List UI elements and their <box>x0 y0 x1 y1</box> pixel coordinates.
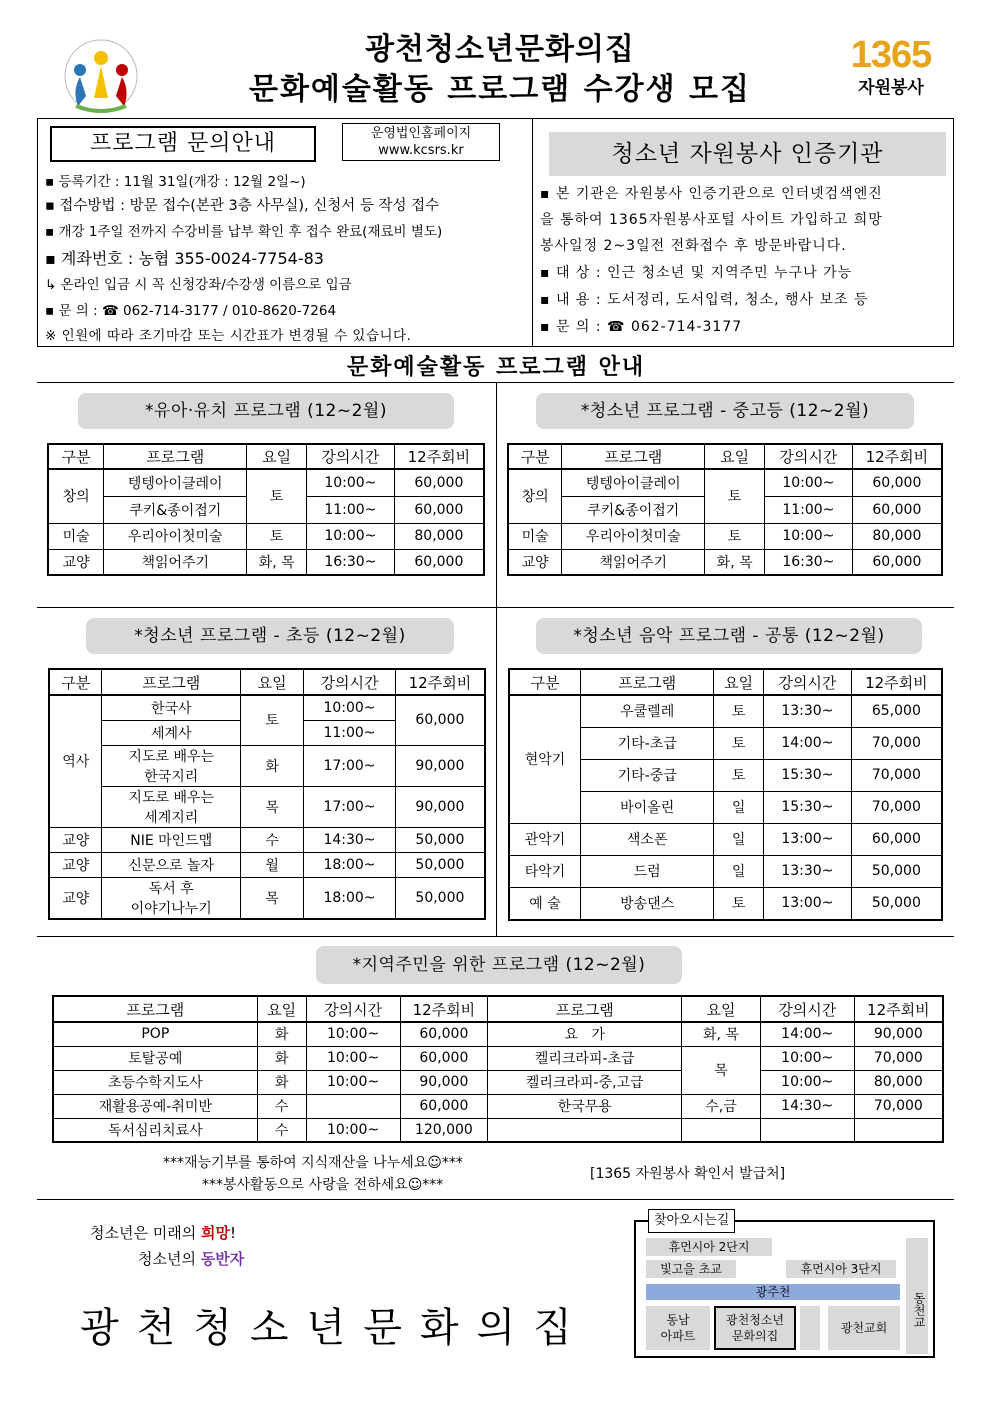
certification-title: 청소년 자원봉사 인증기관 <box>549 132 946 176</box>
program-cell: 텡텡아이클레이 <box>104 469 247 496</box>
kids-program-title: *유아·유치 프로그램 (12~2월) <box>78 393 454 429</box>
time-cell <box>306 1094 400 1118</box>
col-program: 프로그램 <box>562 444 705 469</box>
fee-cell: 60,000 <box>852 549 942 575</box>
info-divider <box>532 118 533 347</box>
day-cell: 목 <box>241 786 304 827</box>
program-cell: 우리아이첫미술 <box>104 523 247 549</box>
fee-cell: 60,000 <box>394 496 484 523</box>
slogan-text: ! <box>229 1224 236 1242</box>
fee-cell: 50,000 <box>395 827 485 852</box>
col-program: 프로그램 <box>104 444 247 469</box>
community-program-table <box>52 995 944 1143</box>
col-time: 강의시간 <box>306 996 400 1022</box>
col-fee: 12주회비 <box>854 996 943 1022</box>
table-row <box>48 549 484 575</box>
info-contact: ▪ 문 의 : ☎ 062-714-3177 / 010-8620-7264 <box>45 303 337 319</box>
time-cell: 18:00~ <box>304 877 396 919</box>
day-cell: 토 <box>247 469 307 523</box>
fee-cell: 80,000 <box>854 1070 943 1094</box>
table-row <box>48 523 484 549</box>
cert-line-1: ▪ 본 기관은 자원봉사 인증기관으로 인터넷검색엔진 <box>540 186 883 202</box>
homepage-url[interactable]: www.kcsrs.kr <box>378 143 464 158</box>
col-day: 요일 <box>257 996 306 1022</box>
program-cell: 초등수학지도사 <box>53 1070 257 1094</box>
col-program: 프로그램 <box>53 996 257 1022</box>
category-cell: 교양 <box>508 549 562 575</box>
day-cell: 수,금 <box>682 1094 761 1118</box>
col-day: 요일 <box>241 669 304 695</box>
col-time: 강의시간 <box>765 444 853 469</box>
program-cell: 기타-초급 <box>581 727 714 759</box>
time-cell: 13:00~ <box>764 823 852 855</box>
category-cell: 타악기 <box>509 855 581 887</box>
fee-cell: 80,000 <box>394 523 484 549</box>
fee-cell: 50,000 <box>395 852 485 877</box>
info-account: ▪ 계좌번호 : 농협 355-0024-7754-83 <box>45 249 324 268</box>
col-program: 프로그램 <box>488 996 682 1022</box>
fee-cell: 120,000 <box>400 1118 488 1142</box>
time-cell: 11:00~ <box>765 496 853 523</box>
day-cell: 목 <box>682 1046 761 1094</box>
map-humansia-2: 휴먼시아 2단지 <box>646 1238 772 1256</box>
table-row <box>509 695 942 727</box>
program-cell: 신문으로 놀자 <box>102 852 241 877</box>
program-line: 한국지리 <box>144 768 199 785</box>
day-cell: 토 <box>705 469 765 523</box>
slogan-hope <box>90 1222 236 1243</box>
kids-program-table <box>47 443 485 576</box>
day-cell: 화 <box>257 1070 306 1094</box>
day-cell: 화, 목 <box>247 549 307 575</box>
cert-line-3: 봉사일정 2~3일전 전화접수 후 방문바랍니다. <box>540 238 847 254</box>
fee-cell: 90,000 <box>395 745 485 786</box>
col-fee: 12주회비 <box>851 669 942 695</box>
middle-program-table <box>507 443 943 576</box>
cert-contact: ▪ 문 의 : ☎ 062-714-3177 <box>540 319 743 335</box>
program-cell: 독서심리치료사 <box>53 1118 257 1142</box>
program-cell: 세계사 <box>102 720 241 745</box>
cert-line-2: 을 통하여 1365자원봉사포털 사이트 가입하고 희망 <box>540 212 883 228</box>
day-cell <box>682 1118 761 1142</box>
time-cell: 18:00~ <box>304 852 396 877</box>
fee-cell: 50,000 <box>851 887 942 920</box>
time-cell: 14:30~ <box>304 827 396 852</box>
divider <box>496 382 497 936</box>
col-day: 요일 <box>682 996 761 1022</box>
slogan-highlight: 동반자 <box>200 1250 245 1268</box>
fee-cell: 65,000 <box>851 695 942 727</box>
col-fee: 12주회비 <box>852 444 942 469</box>
time-cell: 17:00~ <box>304 786 396 827</box>
fee-cell: 70,000 <box>854 1094 943 1118</box>
category-cell: 창의 <box>508 469 562 523</box>
time-cell: 15:30~ <box>764 791 852 823</box>
fee-cell: 50,000 <box>395 877 485 919</box>
col-day: 요일 <box>714 669 764 695</box>
time-cell <box>760 1118 854 1142</box>
program-cell <box>102 786 241 827</box>
program-cell: 요 가 <box>488 1022 682 1046</box>
time-cell: 13:30~ <box>764 695 852 727</box>
cert-target: ▪ 대 상 : 인근 청소년 및 지역주민 누구나 가능 <box>540 265 853 281</box>
section-title: 문화예술활동 프로그램 안내 <box>346 354 646 380</box>
table-row <box>509 823 942 855</box>
program-line: 독서 후 <box>148 880 194 897</box>
category-cell: 교양 <box>48 549 104 575</box>
time-cell: 10:00~ <box>306 1070 400 1094</box>
table-row <box>49 786 485 827</box>
fee-cell: 60,000 <box>852 496 942 523</box>
category-cell: 교양 <box>49 877 102 919</box>
program-cell: 책읽어주기 <box>562 549 705 575</box>
fee-cell: 60,000 <box>852 469 942 496</box>
col-time: 강의시간 <box>764 669 852 695</box>
time-cell: 10:00~ <box>307 523 395 549</box>
category-cell: 예 술 <box>509 887 581 920</box>
directions-map <box>634 1220 935 1358</box>
program-cell: 방송댄스 <box>581 887 714 920</box>
table-row <box>53 1070 943 1094</box>
fee-cell: 50,000 <box>851 855 942 887</box>
fee-cell: 60,000 <box>394 549 484 575</box>
col-time: 강의시간 <box>304 669 396 695</box>
category-cell: 미술 <box>48 523 104 549</box>
time-cell: 13:00~ <box>764 887 852 920</box>
fee-cell: 90,000 <box>854 1022 943 1046</box>
day-cell: 토 <box>241 695 304 745</box>
table-row <box>508 469 942 496</box>
col-category: 구분 <box>508 444 562 469</box>
col-category: 구분 <box>49 669 102 695</box>
fee-cell: 70,000 <box>851 759 942 791</box>
time-cell: 11:00~ <box>304 720 396 745</box>
program-cell: 켈리크라피-초급 <box>488 1046 682 1070</box>
fee-cell: 80,000 <box>852 523 942 549</box>
table-row <box>49 877 485 919</box>
slogan-text: 청소년은 미래의 <box>90 1224 201 1242</box>
day-cell: 화 <box>241 745 304 786</box>
fee-cell: 60,000 <box>395 695 485 745</box>
time-cell: 13:30~ <box>764 855 852 887</box>
elementary-program-title: *청소년 프로그램 - 초등 (12~2월) <box>86 618 454 654</box>
fee-cell: 70,000 <box>854 1046 943 1070</box>
elementary-program-table <box>48 668 486 920</box>
map-humansia-3: 휴먼시아 3단지 <box>786 1260 896 1278</box>
fee-cell: 70,000 <box>851 791 942 823</box>
time-cell: 10:00~ <box>304 695 396 720</box>
col-category: 구분 <box>48 444 104 469</box>
table-row <box>509 855 942 887</box>
talent-donation-note: ***재능기부를 통하여 지식재산을 나누세요☺*** <box>163 1155 463 1171</box>
table-row <box>508 523 942 549</box>
time-cell: 16:30~ <box>765 549 853 575</box>
program-cell: 우쿨렐레 <box>581 695 714 727</box>
info-online: ↳ 온라인 입금 시 꼭 신청강좌/수강생 이름으로 입금 <box>45 277 352 293</box>
program-cell: 우리아이첫미술 <box>562 523 705 549</box>
divider <box>37 607 954 608</box>
cert-content: ▪ 내 용 : 도서정리, 도서입력, 청소, 행사 보조 등 <box>540 292 869 308</box>
volunteer-note: ***봉사활동으로 사랑을 전하세요☺*** <box>202 1177 444 1193</box>
fee-cell: 60,000 <box>400 1022 488 1046</box>
day-cell: 화 <box>257 1022 306 1046</box>
homepage-label: 운영법인홈페이지 <box>370 126 472 141</box>
program-cell: POP <box>53 1022 257 1046</box>
col-fee: 12주회비 <box>394 444 484 469</box>
program-cell: 색소폰 <box>581 823 714 855</box>
day-cell: 토 <box>247 523 307 549</box>
program-cell: 기타-중급 <box>581 759 714 791</box>
program-line: 지도로 배우는 <box>128 748 215 765</box>
table-row <box>49 745 485 786</box>
middle-program-title: *청소년 프로그램 - 중고등 (12~2월) <box>536 393 914 429</box>
map-gwangcheon-church: 광천교회 <box>828 1306 900 1350</box>
day-cell: 토 <box>714 695 764 727</box>
time-cell: 16:30~ <box>307 549 395 575</box>
time-cell: 10:00~ <box>760 1046 854 1070</box>
table-row <box>49 827 485 852</box>
map-title: 찾아오시는길 <box>648 1209 735 1233</box>
time-cell: 10:00~ <box>307 469 395 496</box>
category-cell: 미술 <box>508 523 562 549</box>
program-cell: 바이올린 <box>581 791 714 823</box>
map-dongnam-apt: 동남 아파트 <box>646 1306 710 1350</box>
program-cell: 책읽어주기 <box>104 549 247 575</box>
program-line: 지도로 배우는 <box>128 789 215 806</box>
day-cell: 수 <box>241 827 304 852</box>
day-cell: 일 <box>714 791 764 823</box>
volunteer-1365-logo <box>836 34 946 98</box>
day-cell: 토 <box>714 887 764 920</box>
category-cell: 창의 <box>48 469 104 523</box>
category-cell: 관악기 <box>509 823 581 855</box>
info-payment: ▪ 개강 1주일 전까지 수강비를 납부 확인 후 접수 완료(재료비 별도) <box>45 224 443 240</box>
day-cell: 월 <box>241 852 304 877</box>
category-cell: 교양 <box>49 852 102 877</box>
program-cell: 토탈공예 <box>53 1046 257 1070</box>
program-cell <box>488 1118 682 1142</box>
map-block <box>800 1306 820 1350</box>
time-cell: 14:30~ <box>760 1094 854 1118</box>
table-row <box>49 852 485 877</box>
program-cell: 드럼 <box>581 855 714 887</box>
certificate-issuer-note: [1365 자원봉사 확인서 발급처] <box>590 1166 786 1182</box>
day-cell: 토 <box>714 727 764 759</box>
map-bitgoeul-school: 빛고을 초교 <box>646 1260 736 1278</box>
program-cell: 한국무용 <box>488 1094 682 1118</box>
brand-sub: 자원봉사 <box>858 78 924 98</box>
category-cell: 역사 <box>49 695 102 827</box>
col-program: 프로그램 <box>581 669 714 695</box>
info-registration: ▪ 등록기간 : 11월 31일(개강 : 12월 2일~) <box>45 174 306 190</box>
recruitment-title: 문화예술활동 프로그램 수강생 모집 <box>248 72 752 107</box>
organization-logo <box>58 36 144 116</box>
program-line: 이야기나누기 <box>130 900 212 917</box>
program-cell: NIE 마인드맵 <box>102 827 241 852</box>
fee-cell: 90,000 <box>400 1070 488 1094</box>
col-program: 프로그램 <box>102 669 241 695</box>
time-cell: 17:00~ <box>304 745 396 786</box>
brand-number: 1365 <box>850 34 932 76</box>
slogan-text: 청소년의 <box>138 1250 201 1268</box>
fee-cell: 90,000 <box>395 786 485 827</box>
col-day: 요일 <box>705 444 765 469</box>
col-fee: 12주회비 <box>400 996 488 1022</box>
center-name-large: 광천청소년문화의집 <box>80 1305 590 1351</box>
table-row <box>48 469 484 496</box>
day-cell: 화, 목 <box>705 549 765 575</box>
day-cell: 토 <box>714 759 764 791</box>
slogan-companion <box>138 1248 244 1269</box>
info-method: ▪ 접수방법 : 방문 접수(본관 3층 사무실), 신청서 등 작성 접수 <box>45 198 440 214</box>
fee-cell: 60,000 <box>400 1046 488 1070</box>
time-cell: 10:00~ <box>306 1046 400 1070</box>
col-day: 요일 <box>247 444 307 469</box>
category-cell: 현악기 <box>509 695 581 823</box>
time-cell: 10:00~ <box>765 523 853 549</box>
program-cell: 재활용공예-취미반 <box>53 1094 257 1118</box>
time-cell: 15:30~ <box>764 759 852 791</box>
info-notice: ※ 인원에 따라 조기마감 또는 시간표가 변경될 수 있습니다. <box>45 328 412 344</box>
music-program-title: *청소년 음악 프로그램 - 공통 (12~2월) <box>536 618 922 654</box>
fee-cell: 60,000 <box>400 1094 488 1118</box>
day-cell: 토 <box>705 523 765 549</box>
program-cell: 한국사 <box>102 695 241 720</box>
table-row <box>49 695 485 720</box>
inquiry-title: 프로그램 문의안내 <box>50 126 316 162</box>
table-row <box>53 1118 943 1142</box>
day-cell: 수 <box>257 1118 306 1142</box>
center-title: 광천청소년문화의집 <box>365 32 635 67</box>
day-cell: 일 <box>714 823 764 855</box>
time-cell: 11:00~ <box>307 496 395 523</box>
homepage-box[interactable] <box>342 123 500 161</box>
fee-cell <box>854 1118 943 1142</box>
col-time: 강의시간 <box>760 996 854 1022</box>
divider <box>37 936 954 937</box>
time-cell: 10:00~ <box>760 1070 854 1094</box>
time-cell: 10:00~ <box>765 469 853 496</box>
map-gwangju-stream: 광주천 <box>646 1284 900 1300</box>
table-row <box>53 1046 943 1070</box>
time-cell: 14:00~ <box>764 727 852 759</box>
fee-cell: 70,000 <box>851 727 942 759</box>
day-cell: 화, 목 <box>682 1022 761 1046</box>
table-row <box>53 1094 943 1118</box>
table-row <box>508 549 942 575</box>
fee-cell: 60,000 <box>394 469 484 496</box>
col-time: 강의시간 <box>307 444 395 469</box>
day-cell: 수 <box>257 1094 306 1118</box>
time-cell: 14:00~ <box>760 1022 854 1046</box>
community-program-title: *지역주민을 위한 프로그램 (12~2월) <box>316 946 682 984</box>
fee-cell: 60,000 <box>851 823 942 855</box>
day-cell: 일 <box>714 855 764 887</box>
col-fee: 12주회비 <box>395 669 485 695</box>
time-cell: 10:00~ <box>306 1022 400 1046</box>
day-cell: 화 <box>257 1046 306 1070</box>
program-cell: 텡텡아이클레이 <box>562 469 705 496</box>
col-category: 구분 <box>509 669 581 695</box>
program-cell <box>102 745 241 786</box>
program-cell: 쿠키&종이접기 <box>562 496 705 523</box>
divider <box>37 1199 954 1200</box>
slogan-highlight: 희망 <box>200 1224 230 1242</box>
program-cell: 쿠키&종이접기 <box>104 496 247 523</box>
table-row <box>509 887 942 920</box>
day-cell: 목 <box>241 877 304 919</box>
time-cell: 10:00~ <box>306 1118 400 1142</box>
map-dongcheon-bridge: 동천교 <box>906 1238 928 1354</box>
program-cell <box>102 877 241 919</box>
category-cell: 교양 <box>49 827 102 852</box>
music-program-table <box>508 668 943 921</box>
table-row <box>53 1022 943 1046</box>
program-cell: 켈리크라피-중,고급 <box>488 1070 682 1094</box>
program-line: 세계지리 <box>144 809 199 826</box>
map-center-location: 광천청소년 문화의집 <box>714 1306 796 1350</box>
